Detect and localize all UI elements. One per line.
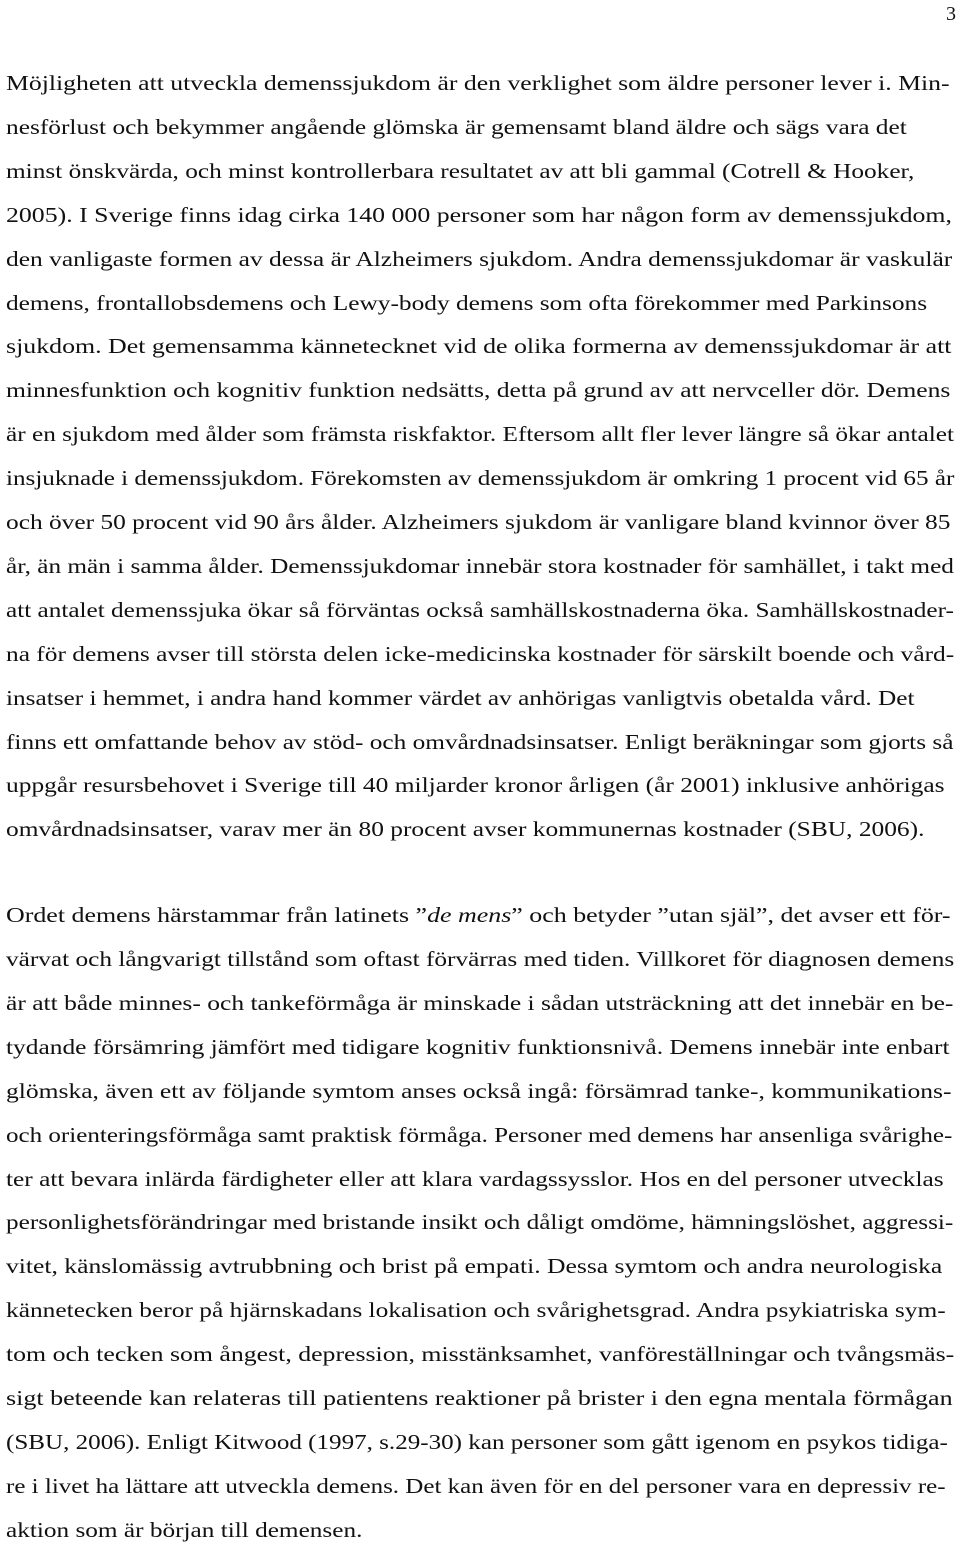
- text-line: nesförlust och bekymmer angående glömska är gemensamt bland äldre och sägs vara det: [6, 117, 907, 139]
- latin-term: de mens: [427, 905, 512, 927]
- text-segment: ” och betyder ”utan själ”, det avser ett för-: [511, 905, 951, 927]
- text-line: 2005). I Sverige finns idag cirka 140 000 personer som har någon form av demenssjukdom,: [6, 205, 952, 227]
- text-line: att antalet demenssjuka ökar så förväntas också samhällskostnaderna öka. Samhällskostnader-: [6, 600, 954, 622]
- text-line: minnesfunktion och kognitiv funktion nedsätts, detta på grund av att nervceller dör. Demens: [6, 380, 951, 402]
- text-line: [6, 901, 951, 931]
- text-line: aktion som är början till demensen.: [6, 1520, 363, 1542]
- text-line: kännetecken beror på hjärnskadans lokalisation och svårighetsgrad. Andra psykiatriska sym-: [6, 1300, 946, 1322]
- text-line: tom och tecken som ångest, depression, misstänksamhet, vanföreställningar och tvångsmäs-: [6, 1344, 955, 1366]
- text-line: insatser i hemmet, i andra hand kommer värdet av anhörigas vanligtvis obetalda vård. Det: [6, 688, 915, 710]
- text-line: demens, frontallobsdemens och Lewy-body demens som ofta förekommer med Parkinsons: [6, 293, 928, 315]
- text-line: är en sjukdom med ålder som främsta riskfaktor. Eftersom allt fler lever längre så ökar antalet: [6, 424, 954, 446]
- text-line: ter att bevara inlärda färdigheter eller att klara vardagssysslor. Hos en del personer utvecklas: [6, 1169, 944, 1191]
- text-line: insjuknade i demenssjukdom. Förekomsten av demenssjukdom är omkring 1 procent vid 65 år: [6, 468, 955, 490]
- text-line: uppgår resursbehovet i Sverige till 40 miljarder kronor årligen (år 2001) inklusive anhörigas: [6, 775, 945, 797]
- text-line: vitet, känslomässig avtrubbning och brist på empati. Dessa symtom och andra neurologiska: [6, 1256, 943, 1278]
- text-line: na för demens avser till största delen icke-medicinska kostnader för särskilt boende och vård-: [6, 644, 955, 666]
- text-line: år, än män i samma ålder. Demenssjukdomar innebär stora kostnader för samhället, i takt med: [6, 556, 954, 578]
- text-line: och över 50 procent vid 90 års ålder. Alzheimers sjukdom är vanligare bland kvinnor över 85: [6, 512, 951, 534]
- text-line: minst önskvärda, och minst kontrollerbara resultatet av att bli gammal (Cotrell & Hooker,: [6, 161, 915, 183]
- text-line: re i livet ha lättare att utveckla demens. Det kan även för en del personer vara en depressiv re-: [6, 1476, 946, 1498]
- text-segment: Ordet demens härstammar från latinets ”: [6, 905, 428, 927]
- page-number: 3: [946, 3, 956, 25]
- text-line: den vanligaste formen av dessa är Alzheimers sjukdom. Andra demenssjukdomar är vaskulär: [6, 249, 953, 271]
- text-line: personlighetsförändringar med bristande insikt och dåligt omdöme, hämningslöshet, aggressi-: [6, 1212, 954, 1234]
- text-line: tydande försämring jämfört med tidigare kognitiv funktionsnivå. Demens innebär inte enbart: [6, 1037, 950, 1059]
- text-line: är att både minnes- och tankeförmåga är minskade i sådan utsträckning att det innebär en be-: [6, 993, 954, 1015]
- text-line: finns ett omfattande behov av stöd- och omvårdnadsinsatser. Enligt beräkningar som gjorts så: [6, 732, 954, 754]
- text-line: och orienteringsförmåga samt praktisk förmåga. Personer med demens har ansenliga svårighe-: [6, 1125, 953, 1147]
- text-line: Möjligheten att utveckla demenssjukdom är den verklighet som äldre personer lever i. Min-: [6, 73, 950, 95]
- text-line: värvat och långvarigt tillstånd som oftast förvärras med tiden. Villkoret för diagnosen demens: [6, 949, 955, 971]
- text-line: omvårdnadsinsatser, varav mer än 80 procent avser kommunernas kostnader (SBU, 2006).: [6, 819, 925, 841]
- text-line: sigt beteende kan relateras till patientens reaktioner på brister i den egna mentala förmågan: [6, 1388, 953, 1410]
- text-line: sjukdom. Det gemensamma kännetecknet vid de olika formerna av demenssjukdomar är att: [6, 336, 952, 358]
- text-line: glömska, även ett av följande symtom anses också ingå: försämrad tanke-, kommunikations-: [6, 1081, 952, 1103]
- text-line: (SBU, 2006). Enligt Kitwood (1997, s.29-30) kan personer som gått igenom en psykos tidiga-: [6, 1432, 948, 1454]
